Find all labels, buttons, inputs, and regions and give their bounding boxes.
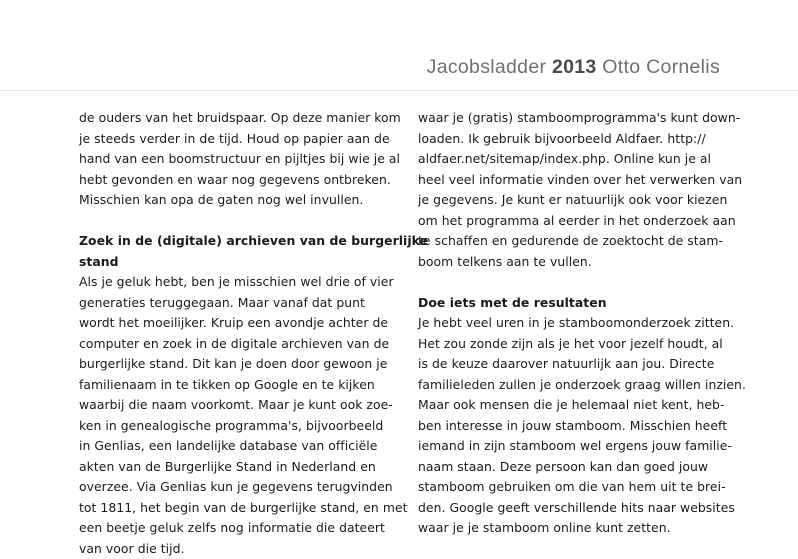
- running-header: [427, 56, 720, 79]
- text-line: familieleden zullen je onderzoek graag willen inzien.: [418, 375, 728, 396]
- text-line: is de keuze daarover natuurlijk aan jou. Directe: [418, 354, 728, 375]
- text-line: overzee. Via Genlias kun je gegevens terugvinden: [79, 477, 389, 498]
- text-line: Je hebt veel uren in je stamboomonderzoek zitten.: [418, 313, 728, 334]
- text-line: waar je je stamboom online kunt zetten.: [418, 518, 728, 539]
- text-line: je gegevens. Je kunt er natuurlijk ook voor kiezen: [418, 190, 728, 211]
- text-line: naam staan. Deze persoon kan dan goed jouw: [418, 457, 728, 478]
- left-paragraph-1: [79, 108, 389, 211]
- text-line: van voor die tijd.: [79, 539, 389, 559]
- text-line: ben interesse in jouw stamboom. Misschien heeft: [418, 416, 728, 437]
- heading-line: Doe iets met de resultaten: [418, 293, 728, 314]
- section-heading-results: [418, 293, 728, 314]
- paragraph-spacer: [418, 272, 728, 293]
- text-line: ken in genealogische programma's, bijvoorbeeld: [79, 416, 389, 437]
- text-line: waar je (gratis) stamboomprogramma's kunt down-: [418, 108, 728, 129]
- header-divider: [0, 90, 798, 91]
- paragraph-spacer: [79, 211, 389, 232]
- text-line: waarbij die naam voorkomt. Maar je kunt ook zoe-: [79, 395, 389, 416]
- text-line: om het programma al eerder in het onderzoek aan: [418, 211, 728, 232]
- text-line: te schaffen en gedurende de zoektocht de stam-: [418, 231, 728, 252]
- text-line: je steeds verder in de tijd. Houd op papier aan de: [79, 129, 389, 150]
- left-paragraph-2: [79, 272, 389, 559]
- text-line: de ouders van het bruidspaar. Op deze manier kom: [79, 108, 389, 129]
- text-line: Misschien kan opa de gaten nog wel invullen.: [79, 190, 389, 211]
- text-line: heel veel informatie vinden over het verwerken van: [418, 170, 728, 191]
- issue-year: 2013: [552, 56, 597, 78]
- magazine-title: Jacobsladder: [427, 56, 547, 78]
- text-line: den. Google geeft verschillende hits naar websites: [418, 498, 728, 519]
- text-line: iemand in zijn stamboom wel ergens jouw familie-: [418, 436, 728, 457]
- right-paragraph-1: [418, 108, 728, 272]
- text-line: een beetje geluk zelfs nog informatie die dateert: [79, 518, 389, 539]
- right-column: [418, 108, 728, 539]
- text-line: boom telkens aan te vullen.: [418, 252, 728, 273]
- heading-line: Zoek in de (digitale) archieven van de burgerlijke: [79, 231, 389, 252]
- text-line: tot 1811, het begin van de burgerlijke stand, en met: [79, 498, 389, 519]
- right-paragraph-2: [418, 313, 728, 539]
- text-line: computer en zoek in de digitale archieven van de: [79, 334, 389, 355]
- text-line: loaden. Ik gebruik bijvoorbeeld Aldfaer. http://: [418, 129, 728, 150]
- heading-line: stand: [79, 252, 389, 273]
- text-line: hebt gevonden en waar nog gegevens ontbreken.: [79, 170, 389, 191]
- section-heading-archives: [79, 231, 389, 272]
- text-line: hand van een boomstructuur en pijltjes bij wie je al: [79, 149, 389, 170]
- text-line: in Genlias, een landelijke database van officiële: [79, 436, 389, 457]
- text-line: Als je geluk hebt, ben je misschien wel drie of vier: [79, 272, 389, 293]
- author-name: Otto Cornelis: [602, 56, 720, 78]
- text-line: generaties teruggegaan. Maar vanaf dat punt: [79, 293, 389, 314]
- text-line: aldfaer.net/sitemap/index.php. Online kun je al: [418, 149, 728, 170]
- text-line: stamboom gebruiken om die van hem uit te brei-: [418, 477, 728, 498]
- text-line: wordt het moeilijker. Kruip een avondje achter de: [79, 313, 389, 334]
- text-line: Maar ook mensen die je helemaal niet kent, heb-: [418, 395, 728, 416]
- text-line: burgerlijke stand. Dit kan je doen door gewoon je: [79, 354, 389, 375]
- text-line: familienaam in te tikken op Google en te kijken: [79, 375, 389, 396]
- text-line: akten van de Burgerlijke Stand in Nederland en: [79, 457, 389, 478]
- text-line: Het zou zonde zijn als je het voor jezelf houdt, al: [418, 334, 728, 355]
- left-column: [79, 108, 389, 559]
